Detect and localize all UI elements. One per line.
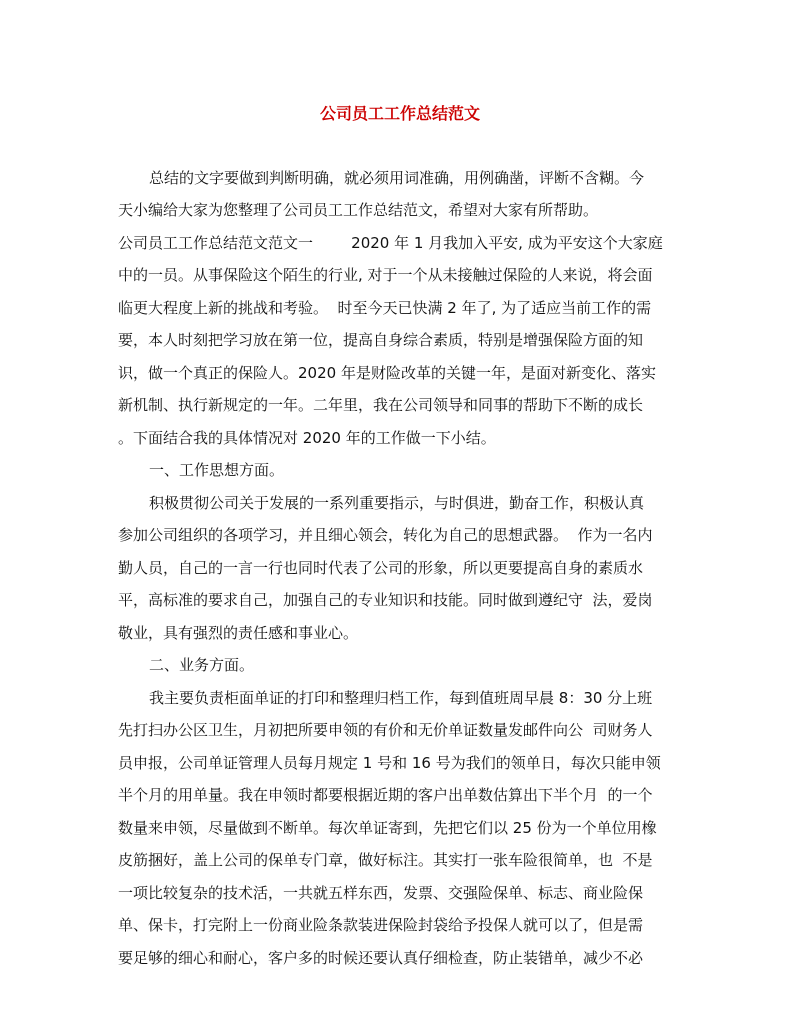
paragraph-line: 员申报，公司单证管理人员每月规定 1 号和 16 号为我们的领单日，每次只能申领 [118, 754, 661, 772]
paragraph-line: 。下面结合我的具体情况对 2020 年的工作做一下小结。 [118, 429, 496, 447]
paragraph-line: 敬业，具有强烈的责任感和事业心。 [118, 624, 359, 642]
section-heading: 一、工作思想方面。 [149, 461, 285, 479]
section-heading: 二、业务方面。 [149, 656, 255, 674]
paragraph-line: 勤人员，自己的一言一行也同时代表了公司的形象，所以更要提高自身的素质水 [118, 559, 644, 577]
paragraph-line: 平，高标准的要求自己，加强自己的专业知识和技能。同时做到遵纪守 法，爱岗 [118, 591, 653, 609]
paragraph-line: 先打扫办公区卫生，月初把所要申领的有价和无价单证数量发邮件向公 司财务人 [118, 721, 653, 739]
paragraph-line: 识，做一个真正的保险人。2020 年是财险改革的关键一年，是面对新变化、落实 [118, 364, 656, 382]
paragraph-line: 单、保卡，打完附上一份商业险条款装进保险封袋给予投保人就可以了，但是需 [118, 916, 644, 934]
paragraph-line: 新机制、执行新规定的一年。二年里，我在公司领导和同事的帮助下不断的成长 [118, 396, 644, 414]
paragraph-line: 要足够的细心和耐心，客户多的时候还要认真仔细检查，防止装错单，减少不必 [118, 949, 644, 967]
paragraph-line: 半个月的用单量。我在申领时都要根据近期的客户出单数估算出下半个月 的一个 [118, 786, 653, 804]
paragraph-line: 公司员工工作总结范文范文一 2020 年 1 月我加入平安, 成为平安这个大家庭 [118, 234, 663, 252]
paragraph-line: 中的一员。从事保险这个陌生的行业, 对于一个从未接触过保险的人来说，将会面 [118, 266, 653, 284]
paragraph-line: 天小编给大家为您整理了公司员工工作总结范文，希望对大家有所帮助。 [118, 201, 599, 219]
paragraph-line: 皮筋捆好，盖上公司的保单专门章，做好标注。其实打一张车险很简单，也 不是 [118, 851, 653, 869]
paragraph-line: 参加公司组织的各项学习，并且细心领会，转化为自己的思想武器。 作为一名内 [118, 526, 653, 544]
paragraph-line: 要，本人时刻把学习放在第一位，提高自身综合素质，特别是增强保险方面的知 [118, 331, 644, 349]
document-title: 公司员工工作总结范文 [319, 104, 480, 123]
paragraph-line: 积极贯彻公司关于发展的一系列重要指示，与时俱进，勤奋工作，积极认真 [149, 494, 645, 512]
paragraph-line: 总结的文字要做到判断明确，就必须用词准确，用例确凿，评断不含糊。今 [149, 169, 645, 187]
paragraph-line: 一项比较复杂的技术活，一共就五样东西，发票、交强险保单、标志、商业险保 [118, 884, 644, 902]
paragraph-line: 数量来申领，尽量做到不断单。每次单证寄到，先把它们以 25 份为一个单位用橡 [118, 819, 657, 837]
paragraph-line: 临更大程度上新的挑战和考验。 时至今天已快满 2 年了, 为了适应当前工作的需 [118, 299, 652, 317]
paragraph-line: 我主要负责柜面单证的打印和整理归档工作，每到值班周早晨 8：30 分上班 [149, 689, 653, 707]
